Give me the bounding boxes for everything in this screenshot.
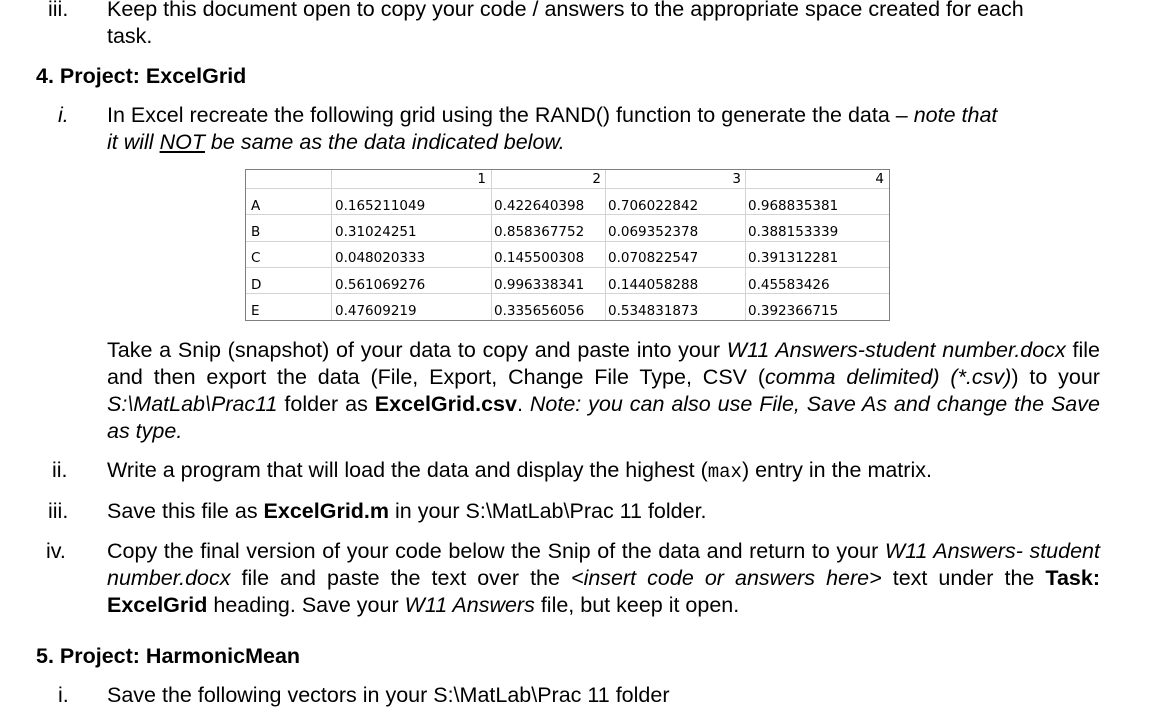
grid-cell: 0.335656056 xyxy=(494,303,585,319)
grid-cell: 0.144058288 xyxy=(608,277,699,293)
grid-cell: 0.145500308 xyxy=(494,250,585,266)
grid-cell: 0.070822547 xyxy=(608,250,699,266)
grid-cell: 0.388153339 xyxy=(748,224,839,240)
list-numeral: ii. xyxy=(52,458,68,482)
instruction-text: Keep this document open to copy your code / answers to the appropriate space created for each xyxy=(107,0,1024,21)
row-label: A xyxy=(251,198,261,214)
instruction-text: Save this file as ExcelGrid.m in your S:\MatLab\Prac 11 folder. xyxy=(107,499,707,523)
instruction-text: Write a program that will load the data and display the highest (max) entry in the matrix. xyxy=(107,458,932,483)
grid-cell: 0.069352378 xyxy=(608,224,699,240)
row-label: D xyxy=(251,277,262,293)
row-label: E xyxy=(251,303,260,319)
instruction-text: task. xyxy=(107,24,153,48)
column-header: 1 xyxy=(477,171,486,187)
grid-cell: 0.048020333 xyxy=(335,250,426,266)
list-numeral: iv. xyxy=(46,539,66,563)
grid-cell: 0.31024251 xyxy=(335,224,417,240)
grid-cell: 0.47609219 xyxy=(335,303,417,319)
list-numeral: iii. xyxy=(48,0,69,21)
excel-grid-snip xyxy=(245,169,890,321)
code-max: max xyxy=(707,461,742,483)
section-heading: 4. Project: ExcelGrid xyxy=(36,64,247,88)
grid-cell: 0.561069276 xyxy=(335,277,426,293)
list-numeral: iii. xyxy=(48,499,69,523)
instruction-text: Save the following vectors in your S:\MatLab\Prac 11 folder xyxy=(107,683,670,707)
snip-instructions: Take a Snip (snapshot) of your data to copy and paste into your W11 Answers-student number.docx file and then export the data (File, Export, Change File Type, CSV (comma delimited) (*.csv)) to your S:\MatLab\Prac11 folder as ExcelGrid.csv. Note: you can also use File, Save As and change the Save as type. xyxy=(107,338,1100,443)
section-heading: 5. Project: HarmonicMean xyxy=(36,644,301,668)
grid-cell: 0.996338341 xyxy=(494,277,585,293)
grid-cell: 0.858367752 xyxy=(494,224,585,240)
row-label: C xyxy=(251,250,261,266)
grid-cell: 0.392366715 xyxy=(748,303,839,319)
grid-cell: 0.534831873 xyxy=(608,303,699,319)
grid-cell: 0.165211049 xyxy=(335,198,426,214)
column-header: 4 xyxy=(875,171,884,187)
column-header: 2 xyxy=(592,171,601,187)
grid-cell: 0.968835381 xyxy=(748,198,839,214)
row-label: B xyxy=(251,224,261,240)
instruction-paragraph: In Excel recreate the following grid using the RAND() function to generate the data – note that it will NOT be same as the data indicated below. xyxy=(107,103,998,154)
list-numeral: i. xyxy=(58,103,69,127)
grid-cell: 0.706022842 xyxy=(608,198,699,214)
instruction-paragraph: Copy the final version of your code below the Snip of the data and return to your W11 Answers- student number.docx file and paste the text over the <insert code or answers here> text under the Task: ExcelGrid heading. Save your W11 Answers file, but keep it open. xyxy=(107,539,1100,617)
grid-cell: 0.422640398 xyxy=(494,198,585,214)
grid-cell: 0.45583426 xyxy=(748,277,830,293)
list-numeral: i. xyxy=(58,683,69,707)
column-header: 3 xyxy=(732,171,741,187)
grid-cell: 0.391312281 xyxy=(748,250,839,266)
